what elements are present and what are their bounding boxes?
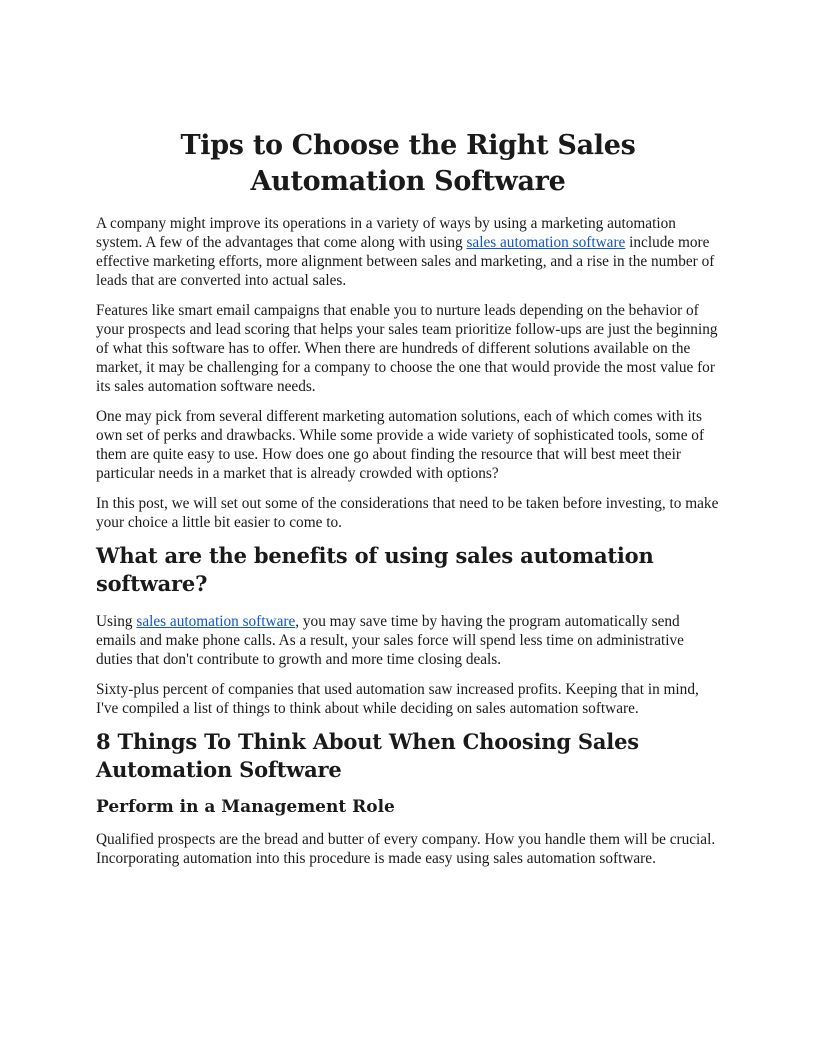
benefits-paragraph-2: Sixty-plus percent of companies that used automation saw increased profits. Keeping that in mind, I've compiled a list of things to think about while deciding on sales automation software. (96, 681, 699, 717)
page-title: Tips to Choose the Right Sales Automation Software (180, 130, 636, 197)
benefits-heading: What are the benefits of using sales automation software? (96, 543, 654, 596)
sales-automation-software-link[interactable]: sales automation software (466, 234, 626, 251)
intro-paragraph-3: One may pick from several different marketing automation solutions, each of which comes with its own set of perks and drawbacks. While some provide a wide variety of sophisticated tools, some of them are quite easy to use. How does one go about finding the resource that will best meet their particular needs in a market that is already crowded with options? (96, 408, 705, 482)
intro-paragraph-2: Features like smart email campaigns that enable you to nurture leads depending on the behavior of your prospects and lead scoring that helps your sales team prioritize follow-ups are just the beginning of what this software has to offer. When there are hundreds of different solutions available on the market, it may be challenging for a company to choose the one that would provide the most value for its sales automation software needs. (96, 302, 718, 395)
sales-automation-software-link-2[interactable]: sales automation software (136, 613, 296, 630)
intro-p1-text-before: A company might improve its operations in a variety of ways by using a marketing automation system. A few of the advantages that come along with using (96, 215, 676, 251)
management-role-paragraph: Qualified prospects are the bread and butter of every company. How you handle them will be crucial. Incorporating automation into this procedure is made easy using sales automation software. (96, 831, 716, 867)
benefits-p1-text-before: Using (96, 613, 137, 630)
intro-paragraph-1 (96, 214, 720, 290)
benefits-p1-text-after: , you may save time by having the program automatically send emails and make phone calls. As a result, your sales force will spend less time on administrative duties that don't contribute to growth and more time closing deals. (96, 613, 684, 668)
benefits-paragraph-1 (96, 612, 720, 669)
document-page (96, 128, 720, 879)
intro-paragraph-4: In this post, we will set out some of the considerations that need to be taken before investing, to make your choice a little bit easier to come to. (96, 495, 719, 531)
things-heading: 8 Things To Think About When Choosing Sales Automation Software (96, 729, 639, 782)
intro-p1-text-after: include more effective marketing efforts, more alignment between sales and marketing, and a rise in the number of leads that are converted into actual sales. (96, 234, 715, 289)
management-role-heading: Perform in a Management Role (96, 797, 395, 817)
